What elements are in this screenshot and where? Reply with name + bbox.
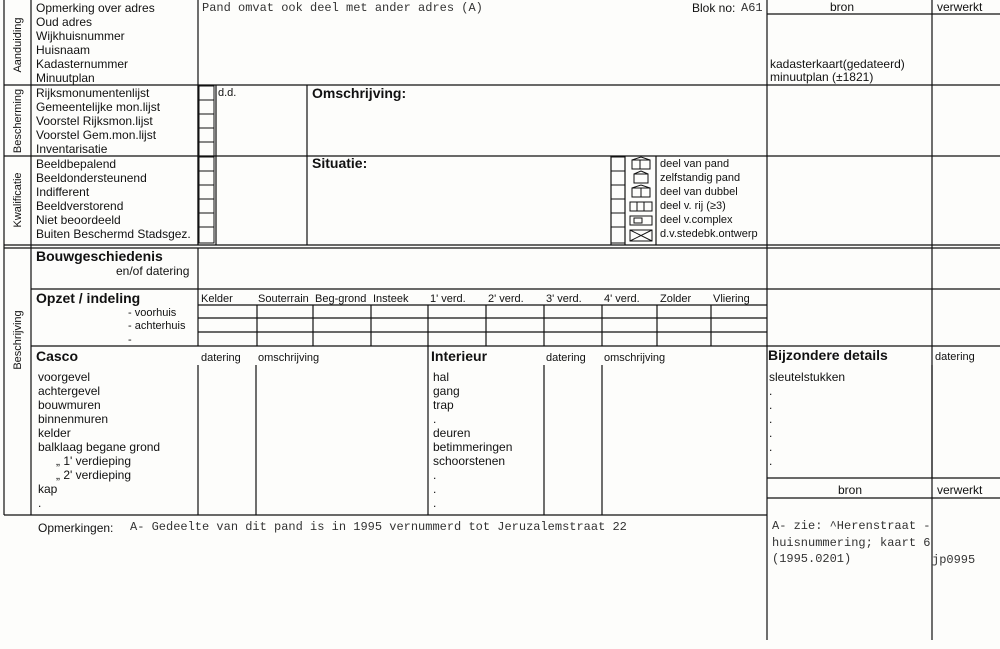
casco-item: kap (38, 482, 58, 496)
casco-heading: Casco (36, 348, 79, 364)
situatie-option: deel van pand (660, 158, 730, 170)
casco-item: binnenmuren (38, 412, 109, 426)
situatie-heading: Situatie: (312, 155, 368, 171)
bescherming-item: Rijksmonumentenlijst (36, 86, 150, 100)
situatie-option: zelfstandig pand (660, 172, 741, 184)
dd-label: d.d. (218, 87, 237, 99)
interieur-item: . (433, 412, 437, 426)
bijzondere-list (769, 370, 845, 468)
verwerkt-initials: jp0995 (932, 553, 976, 567)
interieur-item: deuren (433, 426, 471, 440)
situatie-options (660, 157, 758, 241)
kwalificatie-item: Beeldondersteunend (36, 171, 147, 185)
opzet-column: 3' verd. (546, 293, 582, 305)
bescherming-item: Voorstel Gem.mon.lijst (36, 128, 157, 142)
interieur-item: trap (433, 398, 454, 412)
blok-value: A61 (741, 1, 763, 15)
blok-label: Blok no: (692, 1, 736, 15)
opzet-column: 1' verd. (430, 293, 466, 305)
interieur-heading: Interieur (431, 348, 488, 364)
kwalificatie-list (36, 157, 191, 241)
interieur-item: hal (433, 370, 450, 384)
bouwgeschiedenis-heading: Bouwgeschiedenis (36, 248, 163, 264)
bron-header: bron (830, 0, 855, 14)
aanduiding-item: Huisnaam (36, 43, 91, 57)
opzet-row: - achterhuis (128, 320, 186, 332)
verwerkt-bottom-header: verwerkt (937, 483, 983, 497)
bijzondere-item: sleutelstukken (769, 370, 846, 384)
situatie-option: deel van dubbel (660, 186, 738, 198)
casco-item: „ 2' verdieping (56, 468, 131, 482)
address-remark: Pand omvat ook deel met ander adres (A) (202, 1, 483, 15)
section-label-beschrijving: Beschrijving (12, 310, 24, 370)
bijzondere-item: . (769, 426, 773, 440)
opzet-column: 4' verd. (604, 293, 640, 305)
opzet-heading: Opzet / indeling (36, 290, 141, 306)
verwerkt-header: verwerkt (937, 0, 983, 14)
bescherming-item: Inventarisatie (36, 142, 108, 156)
casco-item: „ 1' verdieping (56, 454, 131, 468)
interieur-item: . (433, 468, 437, 482)
opzet-column: Souterrain (258, 293, 309, 305)
interieur-item: gang (433, 384, 460, 398)
opzet-column: 2' verd. (488, 293, 524, 305)
bron-item: minuutplan (±1821) (770, 70, 874, 84)
aanduiding-list (36, 1, 155, 85)
section-label-kwalificatie: Kwalificatie (12, 172, 24, 228)
casco-item: voorgevel (38, 370, 91, 384)
bron-note-line: huisnummering; kaart 6 (772, 536, 931, 550)
opzet-column: Kelder (201, 293, 233, 305)
bouwgeschiedenis-sub: en/of datering (116, 264, 190, 278)
aanduiding-item: Minuutplan (36, 71, 95, 85)
casco-list (38, 370, 160, 510)
bron-note-line: A- zie: ^Herenstraat - (772, 519, 931, 533)
kwalificatie-item: Indifferent (36, 185, 90, 199)
opmerkingen-text: A- Gedeelte van dit pand is in 1995 vernummerd tot Jeruzalemstraat 22 (130, 520, 627, 534)
bescherming-item: Voorstel Rijksmon.lijst (36, 114, 153, 128)
aanduiding-item: Oud adres (36, 15, 93, 29)
bijzondere-heading: Bijzondere details (768, 347, 888, 363)
interieur-omschrijving-header: omschrijving (604, 352, 666, 364)
casco-omschrijving-header: omschrijving (258, 352, 320, 364)
casco-item: achtergevel (38, 384, 101, 398)
kwalificatie-item: Beeldbepalend (36, 157, 117, 171)
opzet-row: - (128, 334, 132, 346)
section-label-aanduiding: Aanduiding (12, 17, 24, 73)
bijzondere-item: . (769, 440, 773, 454)
opzet-row: - voorhuis (128, 307, 177, 319)
opzet-column: Beg-grond (315, 293, 367, 305)
building-pictogram-icons (630, 157, 652, 241)
interieur-item: betimmeringen (433, 440, 513, 454)
interieur-datering-header: datering (546, 352, 586, 364)
bron-note-line: (1995.0201) (772, 552, 852, 566)
bescherming-list (36, 86, 160, 156)
bescherming-item: Gemeentelijke mon.lijst (36, 100, 161, 114)
kwalificatie-item: Beeldverstorend (36, 199, 124, 213)
section-label-bescherming: Bescherming (12, 88, 24, 154)
opzet-column: Insteek (373, 293, 409, 305)
kwalificatie-item: Buiten Beschermd Stadsgez. (36, 227, 191, 241)
bijzondere-item: . (769, 412, 773, 426)
situatie-option: deel v.complex (660, 214, 733, 226)
interieur-item: . (433, 496, 437, 510)
aanduiding-item: Wijkhuisnummer (36, 29, 125, 43)
opmerkingen-label: Opmerkingen: (38, 521, 114, 535)
situatie-option: deel v. rij (≥3) (660, 200, 726, 212)
bijzondere-item: . (769, 454, 773, 468)
interieur-item: . (433, 482, 437, 496)
interieur-list (433, 370, 512, 510)
casco-item: bouwmuren (38, 398, 101, 412)
situatie-option: d.v.stedebk.ontwerp (660, 228, 758, 240)
interieur-item: schoorstenen (433, 454, 506, 468)
kwalificatie-item: Niet beoordeeld (36, 213, 121, 227)
aanduiding-item: Opmerking over adres (36, 1, 155, 15)
casco-item: . (38, 496, 42, 510)
bron-item: kadasterkaart(gedateerd) (770, 57, 905, 71)
casco-datering-header: datering (201, 352, 241, 364)
bron-bottom-header: bron (838, 483, 863, 497)
casco-item: kelder (38, 426, 71, 440)
opzet-column: Zolder (660, 293, 692, 305)
bijzondere-datering-header: datering (935, 351, 975, 363)
casco-item: balklaag begane grond (38, 440, 161, 454)
opzet-column: Vliering (713, 293, 750, 305)
bijzondere-item: . (769, 384, 773, 398)
bijzondere-item: . (769, 398, 773, 412)
aanduiding-item: Kadasternummer (36, 57, 129, 71)
omschrijving-heading: Omschrijving: (312, 85, 407, 101)
